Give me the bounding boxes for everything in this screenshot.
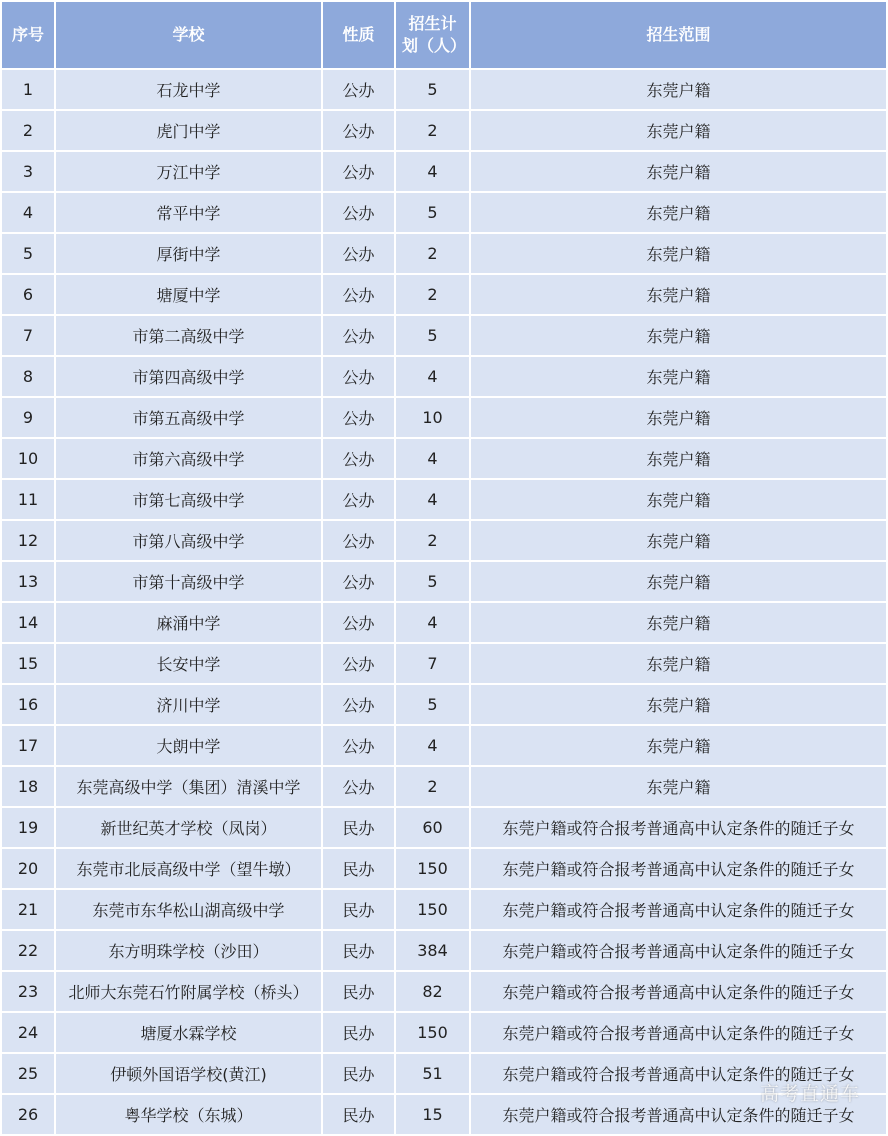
cell-quota: 150 [396,1013,469,1052]
cell-school: 厚街中学 [56,234,321,273]
cell-index: 4 [2,193,54,232]
table-row [2,644,886,683]
cell-quota: 2 [396,767,469,806]
cell-index: 17 [2,726,54,765]
cell-type: 公办 [323,234,394,273]
cell-index: 3 [2,152,54,191]
cell-type: 公办 [323,644,394,683]
cell-school: 新世纪英才学校（凤岗） [56,808,321,847]
cell-scope: 东莞户籍或符合报考普通高中认定条件的随迁子女 [471,1013,886,1052]
cell-school: 石龙中学 [56,70,321,109]
cell-quota: 2 [396,275,469,314]
table-row [2,931,886,970]
cell-scope: 东莞户籍 [471,439,886,478]
watermark-text: 高考直通车 [759,1083,860,1105]
cell-index: 16 [2,685,54,724]
cell-quota: 7 [396,644,469,683]
cell-school: 伊顿外国语学校(黄江) [56,1054,321,1093]
cell-type: 公办 [323,726,394,765]
cell-scope: 东莞户籍或符合报考普通高中认定条件的随迁子女 [471,931,886,970]
cell-school: 市第二高级中学 [56,316,321,355]
cell-quota: 51 [396,1054,469,1093]
cell-quota: 2 [396,521,469,560]
cell-index: 12 [2,521,54,560]
cell-scope: 东莞户籍或符合报考普通高中认定条件的随迁子女 [471,1095,886,1134]
cell-type: 公办 [323,685,394,724]
cell-school: 东莞市北辰高级中学（望牛墩） [56,849,321,888]
cell-school: 东莞市东华松山湖高级中学 [56,890,321,929]
cell-index: 5 [2,234,54,273]
header-type: 性质 [323,2,394,68]
cell-index: 20 [2,849,54,888]
table-row [2,521,886,560]
cell-scope: 东莞户籍 [471,685,886,724]
cell-type: 民办 [323,1095,394,1134]
cell-type: 民办 [323,972,394,1011]
cell-quota: 4 [396,726,469,765]
table-row [2,808,886,847]
cell-quota: 150 [396,890,469,929]
header-school: 学校 [56,2,321,68]
cell-school: 市第八高级中学 [56,521,321,560]
table-row [2,111,886,150]
cell-index: 21 [2,890,54,929]
cell-school: 济川中学 [56,685,321,724]
table-row [2,316,886,355]
table-row [2,1054,886,1093]
cell-scope: 东莞户籍或符合报考普通高中认定条件的随迁子女 [471,972,886,1011]
cell-school: 东方明珠学校（沙田） [56,931,321,970]
table-row [2,849,886,888]
cell-school: 大朗中学 [56,726,321,765]
cell-type: 公办 [323,70,394,109]
cell-index: 23 [2,972,54,1011]
cell-type: 公办 [323,603,394,642]
cell-scope: 东莞户籍 [471,603,886,642]
cell-type: 民办 [323,931,394,970]
cell-type: 公办 [323,480,394,519]
cell-scope: 东莞户籍 [471,644,886,683]
cell-school: 长安中学 [56,644,321,683]
cell-type: 公办 [323,439,394,478]
cell-type: 公办 [323,193,394,232]
table-row [2,398,886,437]
cell-type: 公办 [323,398,394,437]
cell-index: 1 [2,70,54,109]
cell-index: 26 [2,1095,54,1134]
cell-type: 民办 [323,1013,394,1052]
cell-quota: 60 [396,808,469,847]
table-header-row [2,2,886,68]
cell-school: 万江中学 [56,152,321,191]
cell-type: 公办 [323,152,394,191]
table-row [2,1013,886,1052]
header-scope: 招生范围 [471,2,886,68]
table-row [2,357,886,396]
table-row [2,70,886,109]
cell-index: 19 [2,808,54,847]
cell-quota: 4 [396,357,469,396]
cell-scope: 东莞户籍 [471,70,886,109]
cell-index: 15 [2,644,54,683]
table-row [2,480,886,519]
cell-quota: 4 [396,439,469,478]
cell-scope: 东莞户籍 [471,111,886,150]
cell-school: 市第十高级中学 [56,562,321,601]
table-row [2,767,886,806]
table-row [2,152,886,191]
cell-quota: 5 [396,70,469,109]
header-index: 序号 [2,2,54,68]
header-quota: 招生计划（人） [396,2,469,68]
cell-quota: 384 [396,931,469,970]
cell-quota: 150 [396,849,469,888]
cell-type: 公办 [323,111,394,150]
cell-type: 公办 [323,767,394,806]
cell-scope: 东莞户籍或符合报考普通高中认定条件的随迁子女 [471,1054,886,1093]
cell-scope: 东莞户籍 [471,357,886,396]
cell-scope: 东莞户籍 [471,275,886,314]
cell-index: 2 [2,111,54,150]
cell-scope: 东莞户籍或符合报考普通高中认定条件的随迁子女 [471,849,886,888]
cell-type: 民办 [323,1054,394,1093]
table-row [2,1095,886,1134]
cell-quota: 5 [396,562,469,601]
cell-scope: 东莞户籍 [471,152,886,191]
cell-index: 7 [2,316,54,355]
cell-index: 6 [2,275,54,314]
cell-scope: 东莞户籍 [471,398,886,437]
cell-school: 塘厦水霖学校 [56,1013,321,1052]
cell-quota: 2 [396,234,469,273]
cell-type: 民办 [323,890,394,929]
cell-type: 公办 [323,357,394,396]
table-row [2,685,886,724]
cell-quota: 15 [396,1095,469,1134]
table-row [2,193,886,232]
cell-quota: 4 [396,480,469,519]
cell-scope: 东莞户籍 [471,521,886,560]
cell-school: 常平中学 [56,193,321,232]
cell-scope: 东莞户籍 [471,316,886,355]
cell-scope: 东莞户籍 [471,480,886,519]
cell-quota: 5 [396,193,469,232]
cell-scope: 东莞户籍 [471,562,886,601]
table-row [2,726,886,765]
cell-scope: 东莞户籍 [471,767,886,806]
cell-index: 11 [2,480,54,519]
cell-scope: 东莞户籍 [471,193,886,232]
cell-quota: 82 [396,972,469,1011]
table-row [2,439,886,478]
cell-school: 虎门中学 [56,111,321,150]
cell-index: 14 [2,603,54,642]
cell-school: 粤华学校（东城） [56,1095,321,1134]
cell-index: 22 [2,931,54,970]
cell-school: 市第七高级中学 [56,480,321,519]
cell-scope: 东莞户籍或符合报考普通高中认定条件的随迁子女 [471,808,886,847]
table-body [2,70,886,1134]
cell-scope: 东莞户籍 [471,234,886,273]
cell-type: 民办 [323,808,394,847]
cell-quota: 4 [396,603,469,642]
cell-type: 公办 [323,521,394,560]
cell-index: 10 [2,439,54,478]
table-row [2,972,886,1011]
cell-school: 市第四高级中学 [56,357,321,396]
table-row [2,275,886,314]
table-row [2,890,886,929]
cell-school: 麻涌中学 [56,603,321,642]
cell-index: 9 [2,398,54,437]
cell-type: 民办 [323,849,394,888]
cell-type: 公办 [323,316,394,355]
cell-school: 东莞高级中学（集团）清溪中学 [56,767,321,806]
cell-scope: 东莞户籍 [471,726,886,765]
cell-school: 塘厦中学 [56,275,321,314]
cell-index: 24 [2,1013,54,1052]
cell-quota: 4 [396,152,469,191]
cell-type: 公办 [323,275,394,314]
cell-quota: 2 [396,111,469,150]
cell-type: 公办 [323,562,394,601]
cell-index: 8 [2,357,54,396]
cell-index: 18 [2,767,54,806]
cell-school: 市第六高级中学 [56,439,321,478]
cell-index: 25 [2,1054,54,1093]
cell-school: 北师大东莞石竹附属学校（桥头） [56,972,321,1011]
table-row [2,562,886,601]
table-row [2,234,886,273]
cell-quota: 10 [396,398,469,437]
cell-scope: 东莞户籍或符合报考普通高中认定条件的随迁子女 [471,890,886,929]
table-row [2,603,886,642]
cell-school: 市第五高级中学 [56,398,321,437]
cell-index: 13 [2,562,54,601]
cell-quota: 5 [396,316,469,355]
cell-quota: 5 [396,685,469,724]
